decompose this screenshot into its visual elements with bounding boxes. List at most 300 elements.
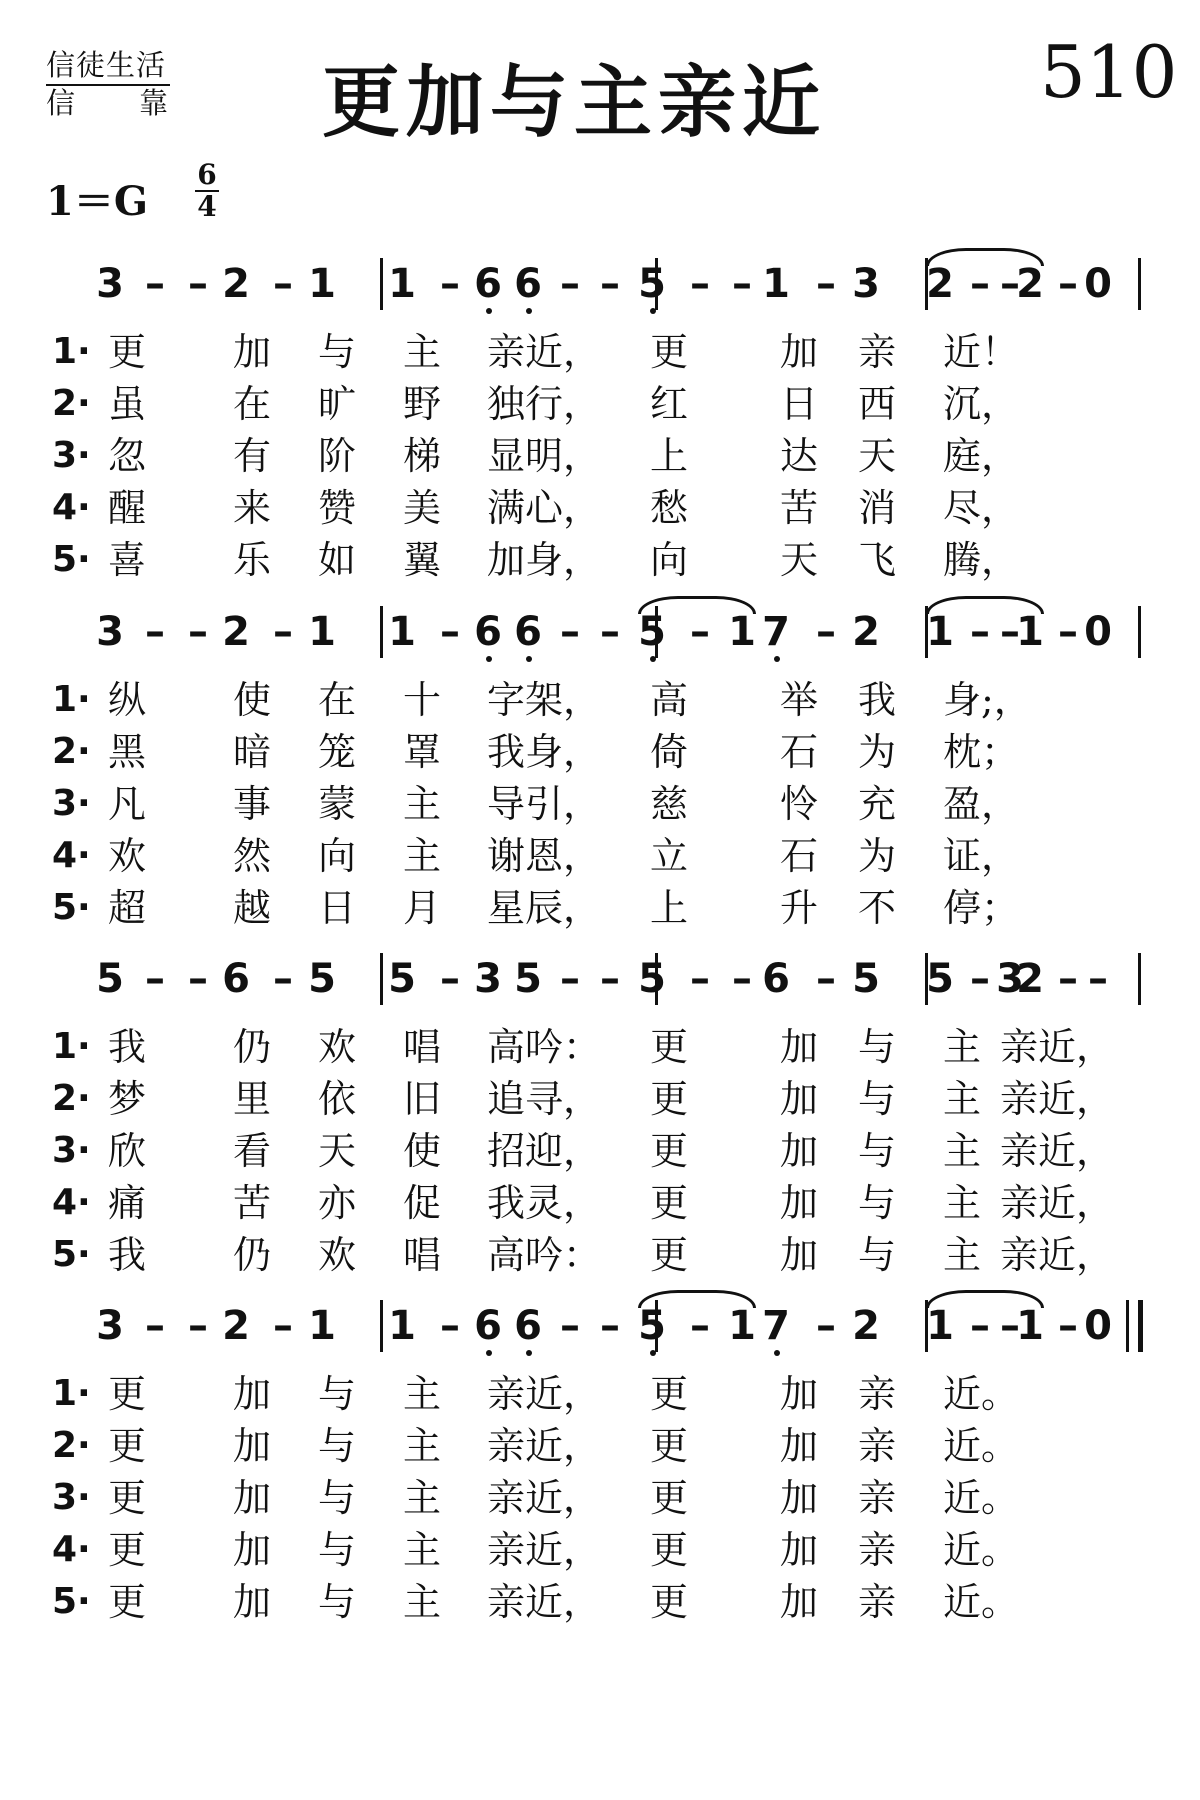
lyric-line — [0, 726, 1200, 778]
note: 6 — [470, 1302, 506, 1350]
dash: – — [273, 609, 293, 655]
lyric-line — [0, 378, 1200, 430]
lyric-line — [0, 1125, 1200, 1177]
lyric-syllable: 高 — [650, 678, 689, 722]
lyric-syllable: 天 — [318, 1129, 357, 1173]
dash: – — [690, 1303, 710, 1349]
category-line-1: 信徒生活 — [46, 48, 170, 86]
lyric-syllable: 欢 — [108, 834, 147, 878]
dash: – — [145, 261, 165, 307]
lyric-syllable: 尽， — [943, 486, 1020, 530]
dash: – — [1058, 609, 1078, 655]
lyric-syllable: 更 — [108, 1372, 147, 1416]
lyric-syllable: 与 — [318, 1424, 357, 1468]
note: 2 — [1016, 956, 1044, 1002]
lyric-syllable: 亲 — [858, 1424, 897, 1468]
lyric-syllable: 举 — [780, 678, 819, 722]
lyric-syllable: 加身， — [487, 538, 602, 582]
dash: – — [560, 1303, 580, 1349]
lyric-syllable: 加 — [780, 1372, 819, 1416]
lyric-syllable: 里 — [233, 1077, 272, 1121]
music-system — [0, 1302, 1200, 1632]
note: 6 — [470, 260, 506, 308]
lyric-syllable: 西 — [858, 382, 897, 426]
lyric-syllable: 达 — [780, 434, 819, 478]
music-system — [0, 955, 1200, 1285]
note: 6 — [510, 608, 546, 656]
note: 6 — [762, 956, 790, 1002]
note: 5 — [852, 956, 880, 1002]
lyric-syllable: 忽 — [108, 434, 147, 478]
note: 2 — [852, 1303, 880, 1349]
lyric-syllable: 主 — [403, 1372, 442, 1416]
lyric-line — [0, 1368, 1200, 1420]
music-system — [0, 260, 1200, 590]
lyric-syllable: 日 — [780, 382, 819, 426]
lyric-syllable: 向 — [318, 834, 357, 878]
lyric-syllable: 看 — [233, 1129, 272, 1173]
lyric-line — [0, 882, 1200, 934]
lyric-syllable: 主 — [403, 1528, 442, 1572]
lyric-syllable: 为 — [858, 730, 897, 774]
lyric-syllable: 与 — [858, 1077, 897, 1121]
lyric-syllable: 翼 — [403, 538, 442, 582]
lyric-syllable: 更 — [650, 1077, 689, 1121]
lyric-syllable: 加 — [780, 1528, 819, 1572]
lyric-syllable: 在 — [233, 382, 272, 426]
lyric-syllable: 枕； — [943, 730, 1020, 774]
lyric-syllable: 我 — [108, 1233, 147, 1277]
note: 1 — [388, 609, 416, 655]
lyric-syllable: 亲近， — [1000, 1025, 1115, 1069]
lyric-syllable: 亲近， — [487, 1476, 602, 1520]
dash: – — [188, 1303, 208, 1349]
dash: – — [970, 956, 990, 1002]
lyric-syllable: 身;， — [943, 678, 1032, 722]
lyric-syllable: 阶 — [318, 434, 357, 478]
lyric-line — [0, 1472, 1200, 1524]
lyric-syllable: 高吟： — [487, 1233, 602, 1277]
lyric-syllable: 唱 — [403, 1025, 442, 1069]
rest: 0 — [1084, 1303, 1112, 1349]
notation-row — [0, 260, 1200, 320]
note: 6 — [510, 1302, 546, 1350]
lyric-syllable: 更 — [650, 1580, 689, 1624]
dash: – — [440, 609, 460, 655]
lyric-syllable: 主 — [403, 1580, 442, 1624]
dash: – — [440, 261, 460, 307]
lyric-line — [0, 1073, 1200, 1125]
note: 2 — [1016, 261, 1044, 307]
lyric-syllable: 我灵， — [487, 1181, 602, 1225]
hymn-category — [46, 48, 170, 120]
note: 5 — [634, 1302, 670, 1350]
lyric-syllable: 慈 — [650, 782, 689, 826]
lyric-syllable: 更 — [650, 1181, 689, 1225]
lyric-syllable: 更 — [650, 330, 689, 374]
lyric-syllable: 更 — [650, 1372, 689, 1416]
lyric-syllable: 更 — [650, 1424, 689, 1468]
verse-number: 3· — [52, 435, 91, 476]
note: 2 — [926, 261, 954, 307]
music-system — [0, 608, 1200, 938]
lyric-line — [0, 830, 1200, 882]
lyric-syllable: 主 — [943, 1233, 982, 1277]
dash: – — [440, 1303, 460, 1349]
note: 2 — [222, 261, 250, 307]
lyric-syllable: 超 — [108, 886, 147, 930]
dash: – — [970, 609, 990, 655]
verse-number: 5· — [52, 887, 91, 928]
note: 5 — [634, 608, 670, 656]
dash: – — [188, 956, 208, 1002]
note: 5 — [388, 956, 416, 1002]
lyric-syllable: 怜 — [780, 782, 819, 826]
lyric-syllable: 野 — [403, 382, 442, 426]
note: 3 — [474, 956, 502, 1002]
lyric-syllable: 我身， — [487, 730, 602, 774]
lyric-syllable: 梯 — [403, 434, 442, 478]
lyric-syllable: 使 — [403, 1129, 442, 1173]
note: 1 — [728, 1303, 756, 1349]
dash: – — [600, 1303, 620, 1349]
dash: – — [1058, 956, 1078, 1002]
lyric-syllable: 唱 — [403, 1233, 442, 1277]
verse-number: 2· — [52, 1078, 91, 1119]
lyric-syllable: 更 — [108, 1580, 147, 1624]
note: 5 — [634, 260, 670, 308]
lyric-syllable: 升 — [780, 886, 819, 930]
note: 2 — [852, 609, 880, 655]
dash: – — [600, 609, 620, 655]
lyric-syllable: 主 — [943, 1129, 982, 1173]
lyric-syllable: 与 — [858, 1129, 897, 1173]
lyric-line — [0, 1177, 1200, 1229]
note: 1 — [926, 1303, 954, 1349]
lyric-syllable: 与 — [318, 1580, 357, 1624]
lyric-line — [0, 778, 1200, 830]
note: 6 — [222, 956, 250, 1002]
dash: – — [816, 609, 836, 655]
lyric-syllable: 黑 — [108, 730, 147, 774]
verse-number: 1· — [52, 1373, 91, 1414]
tie-arc — [926, 596, 1044, 614]
lyric-syllable: 加 — [780, 1580, 819, 1624]
lyric-syllable: 与 — [318, 1372, 357, 1416]
dash: – — [690, 956, 710, 1002]
lyric-syllable: 赞 — [318, 486, 357, 530]
dash: – — [560, 609, 580, 655]
lyric-syllable: 然 — [233, 834, 272, 878]
lyric-syllable: 充 — [858, 782, 897, 826]
note: 7 — [758, 608, 794, 656]
lyric-syllable: 加 — [780, 1129, 819, 1173]
lyric-line — [0, 1524, 1200, 1576]
lyric-syllable: 依 — [318, 1077, 357, 1121]
lyric-syllable: 沉， — [943, 382, 1020, 426]
lyric-syllable: 笼 — [318, 730, 357, 774]
lyric-syllable: 庭， — [943, 434, 1020, 478]
lyric-syllable: 加 — [233, 1476, 272, 1520]
final-barline — [1126, 1300, 1129, 1352]
dash: – — [273, 956, 293, 1002]
dash: – — [816, 261, 836, 307]
dash: – — [1088, 956, 1108, 1002]
time-signature-bottom: 4 — [197, 190, 217, 223]
verse-number: 4· — [52, 1182, 91, 1223]
lyric-syllable: 越 — [233, 886, 272, 930]
lyric-syllable: 罩 — [403, 730, 442, 774]
barline — [380, 258, 383, 310]
lyric-syllable: 虽 — [108, 382, 147, 426]
note: 1 — [762, 261, 790, 307]
dash: – — [970, 261, 990, 307]
dash: – — [1000, 1303, 1020, 1349]
verse-number: 4· — [52, 835, 91, 876]
lyric-syllable: 梦 — [108, 1077, 147, 1121]
lyric-syllable: 月 — [403, 886, 442, 930]
lyric-syllable: 暗 — [233, 730, 272, 774]
verse-number: 1· — [52, 679, 91, 720]
lyric-syllable: 近。 — [943, 1580, 1020, 1624]
lyric-syllable: 主 — [403, 330, 442, 374]
dash: – — [273, 261, 293, 307]
note: 3 — [96, 609, 124, 655]
lyric-syllable: 欣 — [108, 1129, 147, 1173]
hymn-number: 510 — [1040, 30, 1178, 114]
lyric-syllable: 独行， — [487, 382, 602, 426]
note: 5 — [638, 956, 666, 1002]
lyric-syllable: 与 — [858, 1025, 897, 1069]
lyric-syllable: 主 — [943, 1077, 982, 1121]
lyric-syllable: 亲 — [858, 330, 897, 374]
lyric-syllable: 欢 — [318, 1233, 357, 1277]
lyric-syllable: 亲近， — [1000, 1233, 1115, 1277]
lyric-syllable: 不 — [858, 886, 897, 930]
key-signature: 1＝G — [46, 178, 148, 225]
lyric-syllable: 导引， — [487, 782, 602, 826]
verse-number: 3· — [52, 1477, 91, 1518]
lyric-syllable: 加 — [780, 1476, 819, 1520]
dash: – — [188, 609, 208, 655]
lyric-syllable: 亲 — [858, 1372, 897, 1416]
lyric-syllable: 亲近， — [1000, 1181, 1115, 1225]
lyric-syllable: 与 — [858, 1233, 897, 1277]
lyric-syllable: 加 — [233, 330, 272, 374]
final-barline — [1138, 1300, 1143, 1352]
note: 5 — [514, 956, 542, 1002]
lyric-syllable: 欢 — [318, 1025, 357, 1069]
note: 2 — [222, 1303, 250, 1349]
verse-number: 1· — [52, 1026, 91, 1067]
lyric-syllable: 亲近， — [1000, 1129, 1115, 1173]
lyric-syllable: 显明， — [487, 434, 602, 478]
lyric-syllable: 醒 — [108, 486, 147, 530]
dash: – — [273, 1303, 293, 1349]
note: 1 — [388, 1303, 416, 1349]
note: 1 — [388, 261, 416, 307]
lyric-syllable: 亲近， — [1000, 1077, 1115, 1121]
lyric-syllable: 星辰， — [487, 886, 602, 930]
lyric-line — [0, 1420, 1200, 1472]
lyric-syllable: 近。 — [943, 1528, 1020, 1572]
lyric-syllable: 亲近， — [487, 1424, 602, 1468]
hymn-title: 更加与主亲近 — [322, 58, 827, 148]
lyric-syllable: 向 — [650, 538, 689, 582]
note: 5 — [96, 956, 124, 1002]
lyric-syllable: 与 — [318, 1528, 357, 1572]
verse-number: 5· — [52, 1234, 91, 1275]
lyric-syllable: 招迎， — [487, 1129, 602, 1173]
dash: – — [1058, 261, 1078, 307]
notation-row — [0, 955, 1200, 1015]
barline — [1138, 258, 1141, 310]
lyric-syllable: 主 — [403, 834, 442, 878]
note: 1 — [1016, 609, 1044, 655]
lyric-line — [0, 326, 1200, 378]
dash: – — [690, 261, 710, 307]
verse-number: 5· — [52, 1581, 91, 1622]
lyric-syllable: 更 — [650, 1233, 689, 1277]
note: 6 — [470, 608, 506, 656]
lyric-syllable: 近。 — [943, 1372, 1020, 1416]
lyric-syllable: 凡 — [108, 782, 147, 826]
rest: 0 — [1084, 261, 1112, 307]
lyric-syllable: 亲近， — [487, 1372, 602, 1416]
lyric-syllable: 十 — [403, 678, 442, 722]
lyric-syllable: 飞 — [858, 538, 897, 582]
lyric-syllable: 旧 — [403, 1077, 442, 1121]
lyric-syllable: 亲 — [858, 1476, 897, 1520]
lyric-syllable: 乐 — [233, 538, 272, 582]
barline — [380, 1300, 383, 1352]
lyric-syllable: 与 — [858, 1181, 897, 1225]
lyric-syllable: 加 — [780, 1233, 819, 1277]
category-line-2: 信 靠 — [46, 86, 171, 120]
lyric-syllable: 主 — [403, 1476, 442, 1520]
lyric-syllable: 有 — [233, 434, 272, 478]
notation-row — [0, 1302, 1200, 1362]
lyric-syllable: 消 — [858, 486, 897, 530]
barline — [1138, 953, 1141, 1005]
verse-number: 5· — [52, 539, 91, 580]
barline — [380, 953, 383, 1005]
lyric-syllable: 促 — [403, 1181, 442, 1225]
lyric-syllable: 更 — [108, 1476, 147, 1520]
dash: – — [690, 609, 710, 655]
lyric-syllable: 更 — [650, 1528, 689, 1572]
lyric-syllable: 满心， — [487, 486, 602, 530]
lyric-line — [0, 1021, 1200, 1073]
lyric-syllable: 加 — [780, 330, 819, 374]
lyric-syllable: 天 — [858, 434, 897, 478]
dash: – — [560, 956, 580, 1002]
lyric-syllable: 日 — [318, 886, 357, 930]
lyric-syllable: 亲近， — [487, 1528, 602, 1572]
note: 3 — [96, 261, 124, 307]
lyric-syllable: 在 — [318, 678, 357, 722]
lyric-syllable: 旷 — [318, 382, 357, 426]
lyric-syllable: 腾， — [943, 538, 1020, 582]
lyric-syllable: 立 — [650, 834, 689, 878]
lyric-syllable: 如 — [318, 538, 357, 582]
lyric-syllable: 更 — [650, 1129, 689, 1173]
dash: – — [1000, 609, 1020, 655]
lyric-syllable: 美 — [403, 486, 442, 530]
dash: – — [732, 956, 752, 1002]
dash: – — [1000, 261, 1020, 307]
rest: 0 — [1084, 609, 1112, 655]
lyric-syllable: 红 — [650, 382, 689, 426]
lyric-syllable: 追寻， — [487, 1077, 602, 1121]
lyric-syllable: 痛 — [108, 1181, 147, 1225]
lyric-syllable: 石 — [780, 730, 819, 774]
verse-number: 1· — [52, 331, 91, 372]
note: 1 — [728, 609, 756, 655]
dash: – — [145, 956, 165, 1002]
lyric-syllable: 愁 — [650, 486, 689, 530]
note: 1 — [308, 1303, 336, 1349]
note: 1 — [308, 609, 336, 655]
lyric-syllable: 喜 — [108, 538, 147, 582]
dash: – — [145, 1303, 165, 1349]
note: 5 — [308, 956, 336, 1002]
note: 7 — [758, 1302, 794, 1350]
dash: – — [816, 956, 836, 1002]
dash: – — [600, 261, 620, 307]
lyric-syllable: 加 — [780, 1077, 819, 1121]
note: 5 — [926, 956, 954, 1002]
dash: – — [816, 1303, 836, 1349]
lyric-syllable: 更 — [650, 1476, 689, 1520]
barline — [380, 606, 383, 658]
verse-number: 2· — [52, 731, 91, 772]
note: 1 — [308, 261, 336, 307]
lyric-syllable: 主 — [943, 1025, 982, 1069]
lyric-syllable: 上 — [650, 434, 689, 478]
lyric-syllable: 证， — [943, 834, 1020, 878]
dash: – — [188, 261, 208, 307]
dash: – — [600, 956, 620, 1002]
lyric-syllable: 加 — [780, 1424, 819, 1468]
lyric-line — [0, 534, 1200, 586]
lyric-syllable: 与 — [318, 330, 357, 374]
tie-arc — [926, 248, 1044, 266]
lyric-syllable: 为 — [858, 834, 897, 878]
note: 3 — [852, 261, 880, 307]
note: 2 — [222, 609, 250, 655]
lyric-syllable: 我 — [108, 1025, 147, 1069]
verse-number: 2· — [52, 383, 91, 424]
lyric-syllable: 亲近， — [487, 330, 602, 374]
lyric-syllable: 近！ — [943, 330, 1020, 374]
lyric-line — [0, 430, 1200, 482]
lyric-syllable: 更 — [108, 1424, 147, 1468]
lyric-syllable: 更 — [108, 1528, 147, 1572]
dash: – — [440, 956, 460, 1002]
lyric-syllable: 倚 — [650, 730, 689, 774]
lyric-syllable: 天 — [780, 538, 819, 582]
lyric-syllable: 加 — [780, 1025, 819, 1069]
lyric-syllable: 亲 — [858, 1528, 897, 1572]
lyric-syllable: 加 — [233, 1372, 272, 1416]
time-signature-top: 6 — [195, 160, 219, 192]
lyric-syllable: 更 — [650, 1025, 689, 1069]
lyric-syllable: 事 — [233, 782, 272, 826]
lyric-syllable: 上 — [650, 886, 689, 930]
dash: – — [732, 261, 752, 307]
verse-number: 3· — [52, 783, 91, 824]
